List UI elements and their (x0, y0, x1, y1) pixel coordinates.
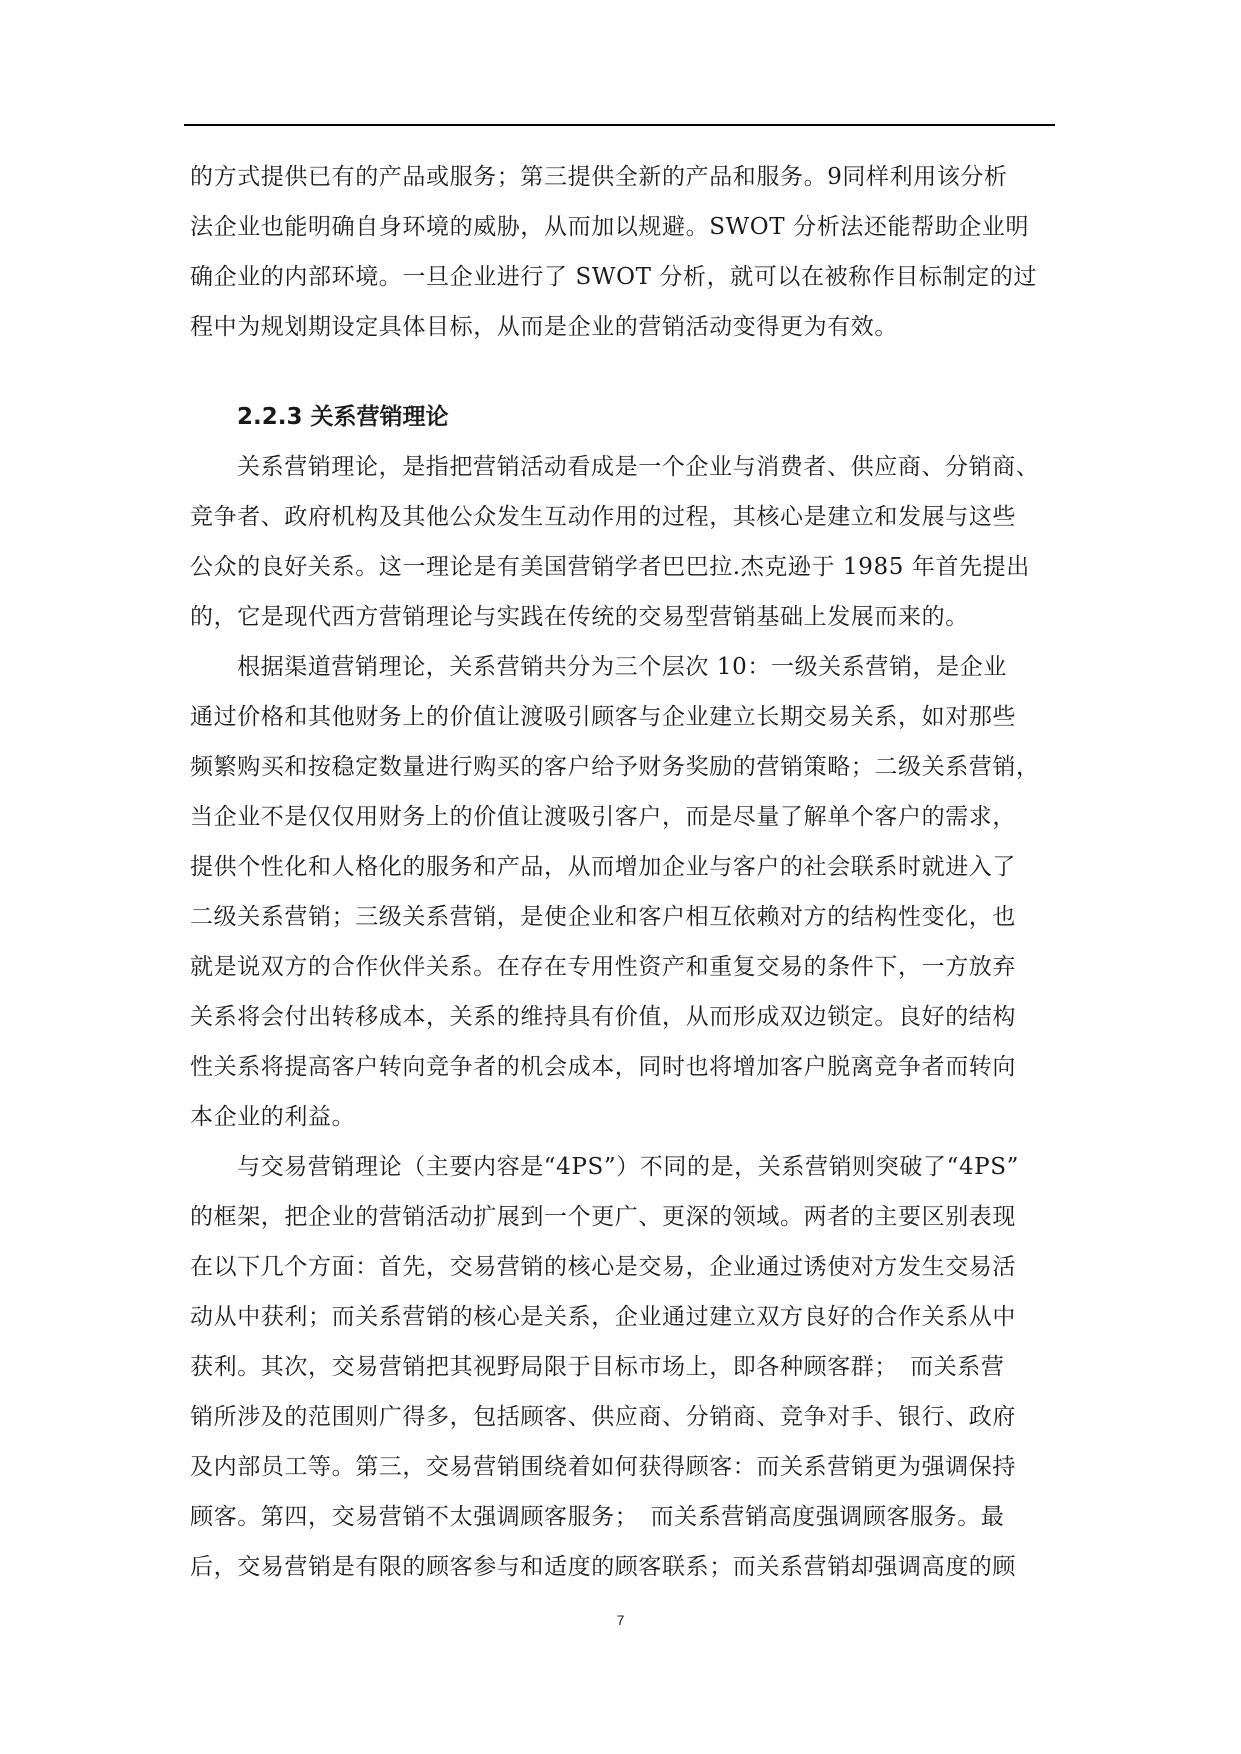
text-line: 的方式提供已有的产品或服务；第三提供全新的产品和服务。9同样利用该分析 (190, 164, 1008, 190)
page-body (190, 152, 1052, 1592)
text-line: 销所涉及的范围则广得多，包括顾客、供应商、分销商、竞争对手、银行、政府 (190, 1404, 1016, 1430)
text-line: 法企业也能明确自身环境的威胁，从而加以规避。SWOT 分析法还能帮助企业明 (190, 214, 1030, 240)
text-line: 与交易营销理论（主要内容是“4PS”）不同的是，关系营销则突破了“4PS” (237, 1154, 1019, 1180)
text-line: 程中为规划期设定具体目标，从而是企业的营销活动变得更为有效。 (190, 314, 898, 340)
text-line: 动从中获利；而关系营销的核心是关系，企业通过建立双方良好的合作关系从中 (190, 1304, 1016, 1330)
header-rule (184, 124, 1055, 126)
text-line: 提供个性化和人格化的服务和产品，从而增加企业与客户的社会联系时就进入了 (190, 854, 1016, 880)
paragraph-intro (190, 152, 1052, 352)
text-line: 当企业不是仅仅用财务上的价值让渡吸引客户，而是尽量了解单个客户的需求， (190, 804, 1016, 830)
text-line: 及内部员工等。第三，交易营销围绕着如何获得顾客：而关系营销更为强调保持 (190, 1454, 1016, 1480)
text-line: 的，它是现代西方营销理论与实践在传统的交易型营销基础上发展而来的。 (190, 604, 969, 630)
text-line: 在以下几个方面：首先，交易营销的核心是交易，企业通过诱使对方发生交易活 (190, 1254, 1016, 1280)
text-line: 频繁购买和按稳定数量进行购买的客户给予财务奖励的营销策略；二级关系营销， (190, 754, 1040, 780)
paragraph-transaction-vs-relationship (190, 1142, 1052, 1592)
text-line: 本企业的利益。 (190, 1104, 356, 1130)
text-line: 的框架，把企业的营销活动扩展到一个更广、更深的领域。两者的主要区别表现 (190, 1204, 1016, 1230)
text-line: 获利。其次，交易营销把其视野局限于目标市场上，即各种顾客群； 而关系营 (190, 1354, 1005, 1380)
paragraph-relationship-levels (190, 642, 1052, 1142)
text-line: 公众的良好关系。这一理论是有美国营销学者巴巴拉.杰克逊于 1985 年首先提出 (190, 554, 1030, 580)
page-number: 7 (616, 1612, 625, 1628)
text-line: 关系将会付出转移成本，关系的维持具有价值，从而形成双边锁定。良好的结构 (190, 1004, 1016, 1030)
text-line: 二级关系营销；三级关系营销，是使企业和客户相互依赖对方的结构性变化，也 (190, 904, 1016, 930)
text-line: 就是说双方的合作伙伴关系。在存在专用性资产和重复交易的条件下，一方放弃 (190, 954, 1016, 980)
text-line: 确企业的内部环境。一旦企业进行了 SWOT 分析，就可以在被称作目标制定的过 (190, 264, 1038, 290)
text-line: 根据渠道营销理论，关系营销共分为三个层次 10：一级关系营销，是企业 (237, 654, 1007, 680)
text-line: 后，交易营销是有限的顾客参与和适度的顾客联系；而关系营销却强调高度的顾 (190, 1554, 1016, 1580)
section-heading: 2.2.3 关系营销理论 (237, 404, 449, 430)
text-line: 通过价格和其他财务上的价值让渡吸引顾客与企业建立长期交易关系，如对那些 (190, 704, 1016, 730)
paragraph-relationship-marketing-definition (190, 442, 1052, 642)
text-line: 性关系将提高客户转向竞争者的机会成本，同时也将增加客户脱离竞争者而转向 (190, 1054, 1016, 1080)
text-line: 顾客。第四，交易营销不太强调顾客服务； 而关系营销高度强调顾客服务。最 (190, 1504, 1005, 1530)
text-line: 竞争者、政府机构及其他公众发生互动作用的过程，其核心是建立和发展与这些 (190, 504, 1016, 530)
text-line: 关系营销理论，是指把营销活动看成是一个企业与消费者、供应商、分销商、 (237, 454, 1040, 480)
